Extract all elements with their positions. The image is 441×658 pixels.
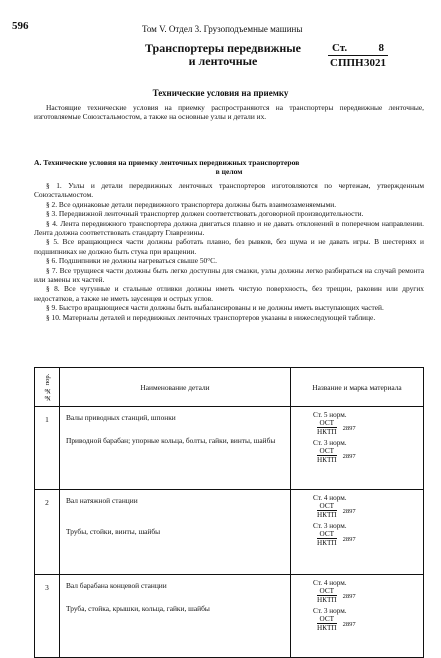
ost-label: ОСТ — [319, 530, 335, 538]
material-entry — [297, 494, 417, 520]
material-grade: Ст. 4 норм. — [313, 494, 347, 502]
nktp-label: НКТП — [317, 539, 337, 547]
section-heading — [34, 158, 424, 177]
part-name: Вал барабана концевой станции — [66, 581, 167, 590]
standard-code-number: 2897 — [342, 536, 356, 543]
paragraph-3: § 3. Передвижной ленточный транспортер должен соответствовать договорной производительности. — [46, 209, 364, 219]
material-grade: Ст. 4 норм. — [313, 579, 347, 587]
section-heading-line1: А. Технические условия на приемку ленточных передвижных транспортеров — [34, 158, 300, 167]
ost-label: ОСТ — [319, 615, 335, 623]
part-names — [60, 407, 291, 490]
section-subtitle: Технические условия на приемку — [152, 88, 289, 98]
intro-paragraph — [34, 103, 424, 122]
row-number: 3 — [35, 575, 60, 658]
table-header-row — [35, 368, 424, 407]
material-grade: Ст. 3 норм. — [313, 607, 347, 615]
column-header-name: Наименование детали — [60, 368, 291, 407]
column-header-material: Название и марка материала — [291, 368, 424, 407]
paragraph-9: § 9. Быстро вращающиеся части должны быть выбалансированы и не должны иметь выступающих частей. — [46, 303, 384, 313]
paragraph-4: § 4. Лента передвижного транспортера должна двигаться плавно и не давать отклонений в поперечном направлении. Лента должна соответствовать стандарту Главрезины. — [34, 218, 424, 238]
nktp-label: НКТП — [317, 624, 337, 632]
material-grade: Ст. 3 норм. — [313, 522, 347, 530]
table-row — [35, 407, 424, 490]
page-number: 596 — [12, 20, 29, 32]
paragraph-1: § 1. Узлы и детали передвижных ленточных транспортеров изготовляются по чертежам, утвержденным Союзстальмостом. — [34, 181, 424, 200]
table-row — [35, 490, 424, 575]
materials-table — [34, 367, 424, 658]
material-grade: Ст. 5 норм. — [313, 411, 347, 419]
standard-code-number: 2897 — [342, 425, 356, 432]
standard-code-number: 2897 — [342, 508, 356, 515]
standard-number: 8 — [378, 42, 384, 54]
part-name: Трубы, стойки, винты, шайбы — [66, 527, 161, 536]
material-entry — [297, 607, 417, 633]
table-row — [35, 575, 424, 658]
row-number: 1 — [35, 407, 60, 490]
document-title-line2: и ленточные — [188, 54, 258, 68]
nktp-label: НКТП — [317, 428, 337, 436]
nktp-label: НКТП — [317, 511, 337, 519]
part-name: Труба, стойка, крышки, кольца, гайки, шайбы — [66, 604, 210, 613]
standard-code-number: 2897 — [342, 593, 356, 600]
standard-reference — [328, 42, 388, 69]
standard-divider — [328, 55, 388, 56]
part-materials — [291, 575, 424, 658]
column-header-number: №№ пор. — [35, 368, 60, 407]
material-entry — [297, 439, 417, 465]
material-entry — [297, 579, 417, 605]
ost-label: ОСТ — [319, 447, 335, 455]
part-materials — [291, 407, 424, 490]
part-names — [60, 490, 291, 575]
part-name: Приводной барабан; упорные кольца, болты, гайки, винты, шайбы — [66, 436, 276, 445]
ost-label: ОСТ — [319, 419, 335, 427]
paragraph-8: § 8. Все чугунные и стальные отливки должны иметь чистую поверхность, без трещин, раковин или других недостатков, а также не иметь заусенцев и острых углов. — [34, 284, 424, 303]
material-entry — [297, 522, 417, 548]
paragraph-5: § 5. Все вращающиеся части должны работать плавно, без рывков, без шума и не давать игры. В шестернях и подшипниках не должно быть стука при вращении. — [34, 237, 424, 256]
running-head: Том V. Отдел 3. Грузоподъемные машины — [142, 24, 303, 34]
material-grade: Ст. 3 норм. — [313, 439, 347, 447]
material-entry — [297, 411, 417, 437]
part-name: Вал натяжной станции — [66, 496, 138, 505]
row-number: 2 — [35, 490, 60, 575]
standard-prefix: Ст. — [332, 42, 348, 54]
standard-code-number: 2897 — [342, 453, 356, 460]
document-title-line1: Транспортеры передвижные — [144, 41, 301, 55]
section-heading-line2: в целом — [215, 167, 243, 177]
part-name: Валы приводных станций, шпонки — [66, 413, 176, 422]
nktp-label: НКТП — [317, 596, 337, 604]
ost-label: ОСТ — [319, 587, 335, 595]
paragraph-7: § 7. Все трущиеся части должны быть легко доступны для смазки, узлы должны легко разбираться на случай ремонта или замены их частей. — [34, 265, 424, 285]
paragraph-6: § 6. Подшипники не должны нагреваться свыше 50°С. — [46, 256, 217, 266]
part-names — [60, 575, 291, 658]
standard-code-number: 2897 — [342, 621, 356, 628]
intro-text: Настоящие технические условия на приемку распространяются на транспортеры передвижные ленточные, изготовляемые Союзстальмостом, а также на основные узлы и детали их. — [34, 103, 424, 122]
ost-label: ОСТ — [319, 502, 335, 510]
standard-code: СППН — [330, 57, 364, 69]
standard-doc: 3021 — [364, 57, 386, 69]
nktp-label: НКТП — [317, 456, 337, 464]
paragraph-2: § 2. Все одинаковые детали передвижного транспортера должны быть взаимозаменяемыми. — [46, 199, 337, 209]
paragraph-10: § 10. Материалы деталей и передвижных ленточных транспортеров указаны в нижеследующей таблице. — [46, 312, 376, 322]
paragraph-list — [34, 181, 424, 322]
part-materials — [291, 490, 424, 575]
